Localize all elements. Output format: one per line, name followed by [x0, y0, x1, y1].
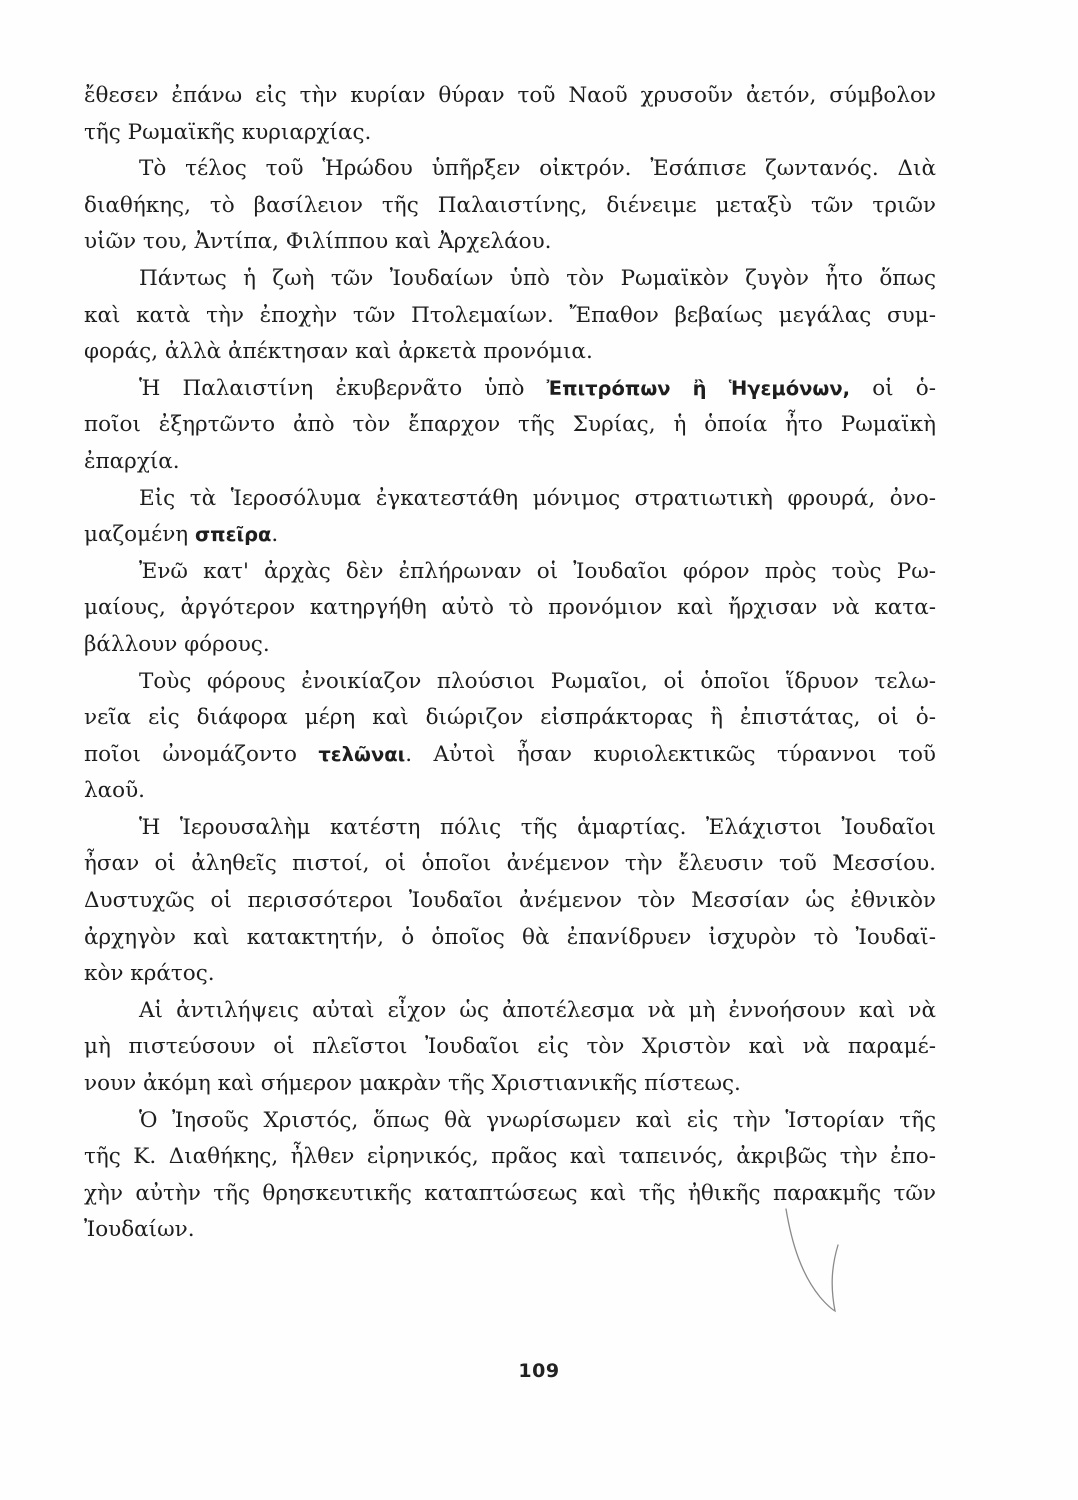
text-line — [84, 773, 936, 810]
text-line — [84, 334, 936, 371]
text-line — [84, 115, 936, 152]
text-line — [84, 920, 936, 957]
text-segment: Ἡ Ἱερουσαλὴμ κατέστη πόλις τῆς ἁμαρτίας. Ἐλάχιστοι Ἰουδαῖοι — [139, 814, 936, 840]
text-segment: Ἰουδαίων. — [84, 1217, 195, 1243]
text-segment: οἱ ὁ- — [850, 375, 936, 401]
text-segment: διαθήκης, τὸ βασίλειον τῆς Παλαιστίνης, διένειμε μεταξὺ τῶν τριῶν — [84, 192, 936, 218]
text-line — [84, 664, 936, 701]
body-text — [84, 78, 936, 1249]
text-line — [84, 298, 936, 335]
text-segment: ἦσαν οἱ ἀληθεῖς πιστοί, οἱ ὁποῖοι ἀνέμενον τὴν ἔλευσιν τοῦ Μεσσίου. — [84, 851, 936, 877]
text-segment: Πάντως ἡ ζωὴ τῶν Ἰουδαίων ὑπὸ τὸν Ρωμαϊκὸν ζυγὸν ἦτο ὅπως — [139, 265, 936, 291]
text-line — [84, 407, 936, 444]
text-line — [84, 481, 936, 518]
text-line — [84, 846, 936, 883]
text-line — [84, 810, 936, 847]
text-segment: Αἱ ἀντιλήψεις αὐταὶ εἶχον ὡς ἀποτέλεσμα νὰ μὴ ἐννοήσουν καὶ νὰ — [139, 997, 936, 1023]
bold-term: σπεῖρα — [195, 523, 272, 547]
text-line — [84, 444, 936, 481]
text-segment: λαοῦ. — [84, 778, 145, 804]
text-line — [84, 151, 936, 188]
pen-mark — [780, 1205, 840, 1315]
text-segment: φοράς, ἀλλὰ ἀπέκτησαν καὶ ἀρκετὰ προνόμια. — [84, 339, 593, 365]
text-segment: . — [271, 522, 279, 548]
text-segment: ποῖοι ὠνομάζοντο — [84, 741, 319, 767]
text-segment: ποῖοι ἐξηρτῶντο ἀπὸ τὸν ἔπαρχον τῆς Συρίας, ἡ ὁποία ἦτο Ρωμαϊκὴ — [84, 412, 936, 438]
text-segment: . Αὐτοὶ ἦσαν κυριολεκτικῶς τύραννοι τοῦ — [405, 741, 937, 767]
bold-term: τελῶναι — [318, 742, 406, 766]
text-line — [84, 554, 936, 591]
text-segment: νεῖα εἰς διάφορα μέρη καὶ διώριζον εἰσπράκτορας ἢ ἐπιστάτας, οἱ ὁ- — [84, 705, 936, 731]
text-segment: χὴν αὐτὴν τῆς θρησκευτικῆς καταπτώσεως καὶ τῆς ἠθικῆς παρακμῆς τῶν — [84, 1180, 936, 1206]
text-line — [84, 78, 936, 115]
text-segment: Τοὺς φόρους ἐνοικίαζον πλούσιοι Ρωμαῖοι, οἱ ὁποῖοι ἵδρυον τελω- — [139, 668, 936, 694]
text-segment: μὴ πιστεύσουν οἱ πλεῖστοι Ἰουδαῖοι εἰς τὸν Χριστὸν καὶ νὰ παραμέ- — [84, 1034, 936, 1060]
text-line — [84, 737, 936, 774]
text-segment: μαίους, ἀργότερον κατηργήθη αὐτὸ τὸ προνόμιον καὶ ἤρχισαν νὰ κατα- — [84, 595, 936, 621]
text-line — [84, 224, 936, 261]
text-segment: μαζομένη — [84, 522, 195, 548]
text-line — [84, 956, 936, 993]
text-line — [84, 993, 936, 1030]
text-segment: Δυστυχῶς οἱ περισσότεροι Ἰουδαῖοι ἀνέμενον τὸν Μεσσίαν ὡς ἐθνικὸν — [84, 888, 936, 914]
text-segment: βάλλουν φόρους. — [84, 631, 270, 657]
text-segment: υἱῶν του, Ἀντίπα, Φιλίππου καὶ Ἀρχελάου. — [84, 229, 552, 255]
text-line — [84, 627, 936, 664]
text-line — [84, 700, 936, 737]
text-segment: Ὁ Ἰησοῦς Χριστός, ὅπως θὰ γνωρίσωμεν καὶ εἰς τὴν Ἱστορίαν τῆς — [139, 1107, 936, 1133]
text-line — [84, 883, 936, 920]
text-segment: Εἰς τὰ Ἱεροσόλυμα ἐγκατεστάθη μόνιμος στρατιωτικὴ φρουρά, ὀνο- — [139, 485, 936, 511]
text-line — [84, 590, 936, 627]
text-segment: τῆς Κ. Διαθήκης, ἦλθεν εἰρηνικός, πρᾶος καὶ ταπεινός, ἀκριβῶς τὴν ἐπο- — [84, 1144, 936, 1170]
text-line — [84, 261, 936, 298]
text-segment: ἔθεσεν ἐπάνω εἰς τὴν κυρίαν θύραν τοῦ Ναοῦ χρυσοῦν ἀετόν, σύμβολον — [84, 83, 936, 108]
text-line — [84, 1103, 936, 1140]
text-segment: Τὸ τέλος τοῦ Ἡρώδου ὑπῆρξεν οἰκτρόν. Ἐσάπισε ζωντανός. Διὰ — [139, 156, 936, 182]
text-line — [84, 1029, 936, 1066]
text-segment: κὸν κράτος. — [84, 961, 215, 987]
bold-term: Ἐπιτρόπων ἢ Ἡγεμόνων, — [546, 376, 851, 400]
text-segment: ἀρχηγὸν καὶ κατακτητήν, ὁ ὁποῖος θὰ ἐπανίδρυεν ἰσχυρὸν τὸ Ἰουδαϊ- — [84, 924, 936, 950]
text-segment: Ἡ Παλαιστίνη ἐκυβερνᾶτο ὑπὸ — [139, 375, 547, 401]
text-segment: Ἐνῶ κατ' ἀρχὰς δὲν ἐπλήρωναν οἱ Ἰουδαῖοι φόρον πρὸς τοὺς Ρω- — [139, 558, 936, 584]
text-line — [84, 371, 936, 408]
text-segment: καὶ κατὰ τὴν ἐποχὴν τῶν Πτολεμαίων. Ἔπαθον βεβαίως μεγάλας συμ- — [84, 302, 936, 328]
text-segment: νουν ἀκόμη καὶ σήμερον μακρὰν τῆς Χριστιανικῆς πίστεως. — [84, 1071, 741, 1097]
text-line — [84, 1139, 936, 1176]
page-number: 109 — [518, 1360, 560, 1382]
text-line — [84, 188, 936, 225]
text-segment: τῆς Ρωμαϊκῆς κυριαρχίας. — [84, 119, 372, 145]
text-segment: ἐπαρχία. — [84, 448, 180, 474]
text-line — [84, 517, 936, 554]
text-line — [84, 1066, 936, 1103]
